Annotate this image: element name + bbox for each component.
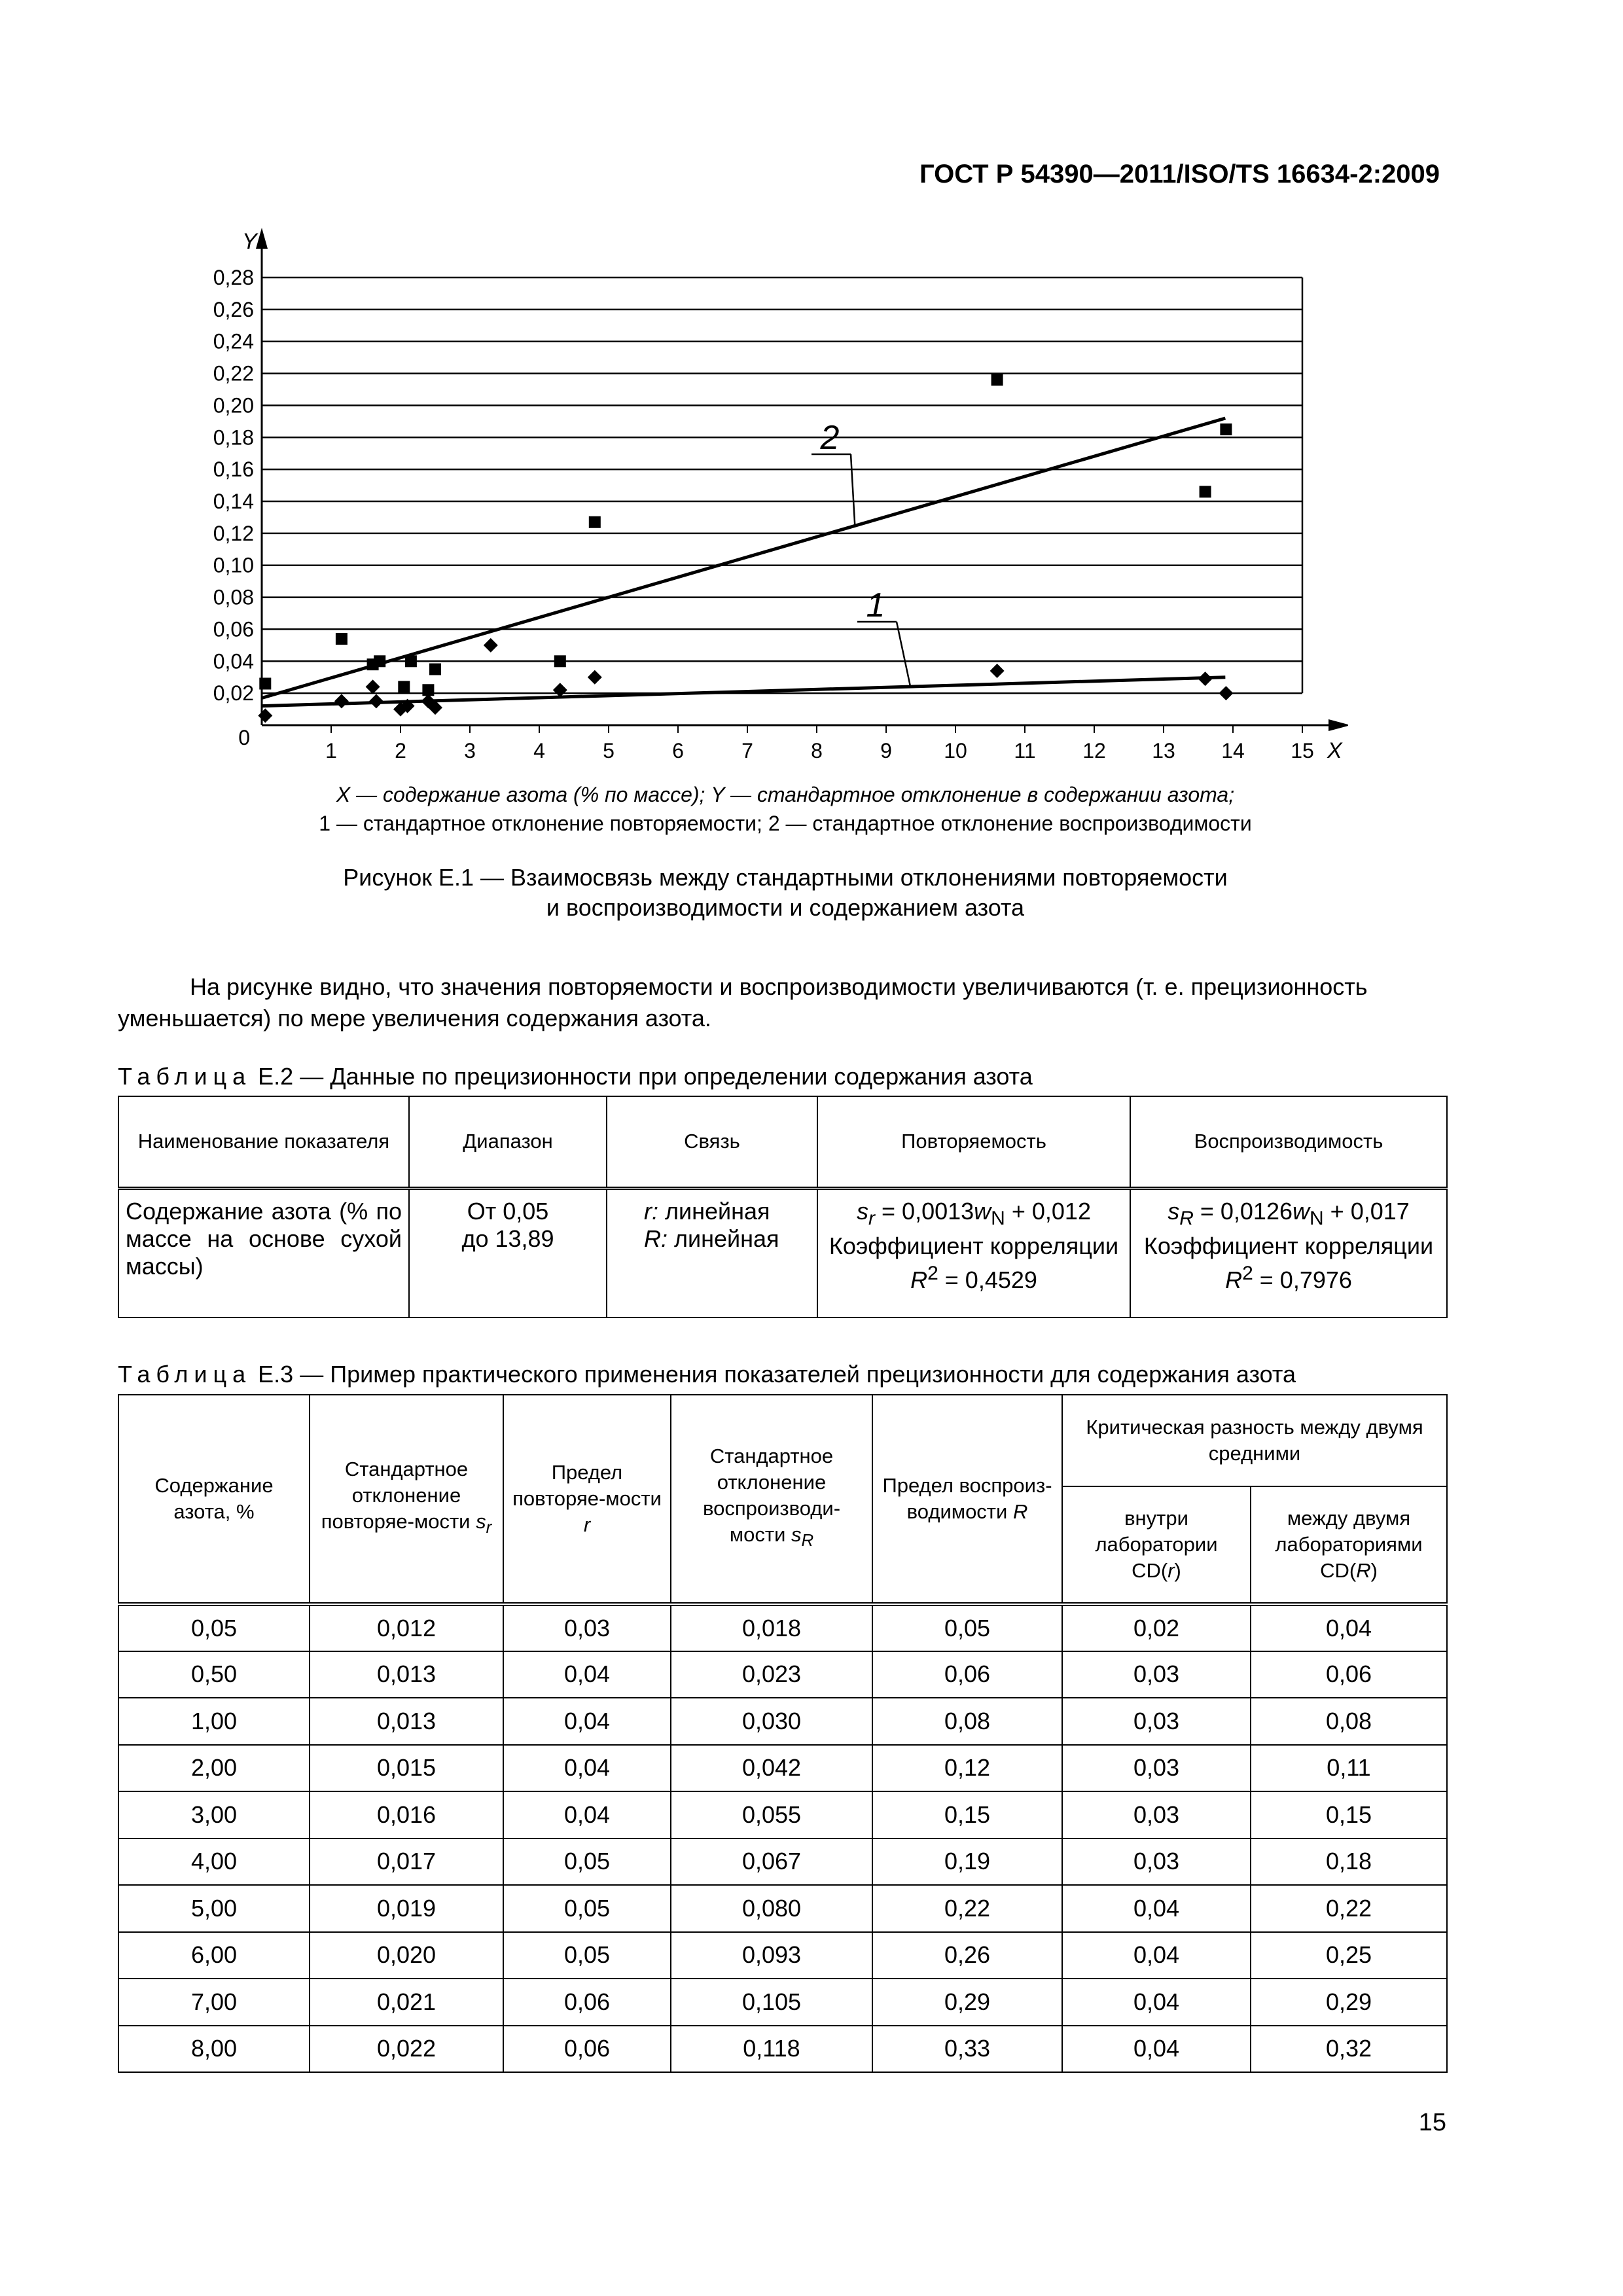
table-row — [118, 1885, 1447, 1932]
table-e2-header-repeatability: Повторяемость — [817, 1096, 1130, 1188]
table-row — [118, 1698, 1447, 1745]
table-cell: 0,03 — [503, 1604, 671, 1651]
figure-caption-line-2: и воспроизводимости и содержанием азота — [546, 894, 1025, 921]
table-cell: 0,15 — [872, 1791, 1062, 1839]
table-cell: 0,013 — [310, 1651, 503, 1698]
x-tick-label: 13 — [1152, 739, 1175, 759]
table-e2-title — [118, 1062, 1033, 1092]
table-cell: 0,05 — [503, 1885, 671, 1932]
table-cell: 0,05 — [503, 1839, 671, 1886]
data-point-series-1 — [553, 683, 567, 697]
table-cell: 0,04 — [503, 1651, 671, 1698]
y-axis-letter: Y — [242, 229, 257, 254]
x-tick-label: 15 — [1291, 739, 1314, 759]
table-e2-title-text: Е.2 — Данные по прецизионности при определении содержания азота — [251, 1063, 1033, 1090]
y-tick-label: 0,20 — [213, 393, 254, 418]
table-e3-header-sR: Стандартное отклонение воспроизводи-мости $s_R$ — [671, 1395, 872, 1604]
table-row — [118, 1932, 1447, 1979]
table-cell: 0,02 — [1062, 1604, 1251, 1651]
data-point-series-2 — [398, 681, 410, 692]
table-cell: 0,042 — [671, 1745, 872, 1792]
data-point-series-2 — [429, 664, 441, 675]
data-point-series-1 — [588, 670, 602, 685]
table-cell: 0,03 — [1062, 1745, 1251, 1792]
x-axis-arrow — [1329, 719, 1348, 731]
relation-r: r: линейная — [644, 1197, 770, 1225]
table-row — [118, 1604, 1447, 1651]
data-point-series-1 — [334, 694, 349, 708]
data-point-series-2 — [259, 677, 271, 689]
data-point-series-2 — [589, 516, 601, 528]
x-tick-label: 8 — [811, 739, 823, 759]
table-e2-cell-repeatability — [817, 1188, 1130, 1318]
table-cell: 0,15 — [1251, 1791, 1447, 1839]
table-cell: 0,016 — [310, 1791, 503, 1839]
table-e3-header-content: Содержание азота, % — [118, 1395, 310, 1604]
table-cell: 0,19 — [872, 1839, 1062, 1886]
x-tick-label: 7 — [741, 739, 753, 759]
callout-label-2: 2 — [820, 419, 840, 457]
table-e3-header-R: Предел воспроиз-водимости R — [872, 1395, 1062, 1604]
table-cell: 0,04 — [1062, 2026, 1251, 2073]
x-tick-label: 14 — [1221, 739, 1245, 759]
data-point-series-2 — [336, 633, 348, 645]
table-cell: 0,05 — [118, 1604, 310, 1651]
table-e3-header-cd-within: внутри лаборатории CD(r) — [1062, 1486, 1251, 1604]
table-cell: 0,06 — [503, 2026, 671, 2073]
table-e2-header-name: Наименование показателя — [118, 1096, 409, 1188]
table-cell: 0,03 — [1062, 1651, 1251, 1698]
x-axis-letter: X — [1327, 738, 1342, 759]
table-cell: 0,03 — [1062, 1791, 1251, 1839]
x-tick-label: 10 — [944, 739, 967, 759]
table-cell: 0,030 — [671, 1698, 872, 1745]
y-tick-label: 0,12 — [213, 521, 254, 545]
figure-legend — [118, 780, 1453, 838]
table-row — [118, 1791, 1447, 1839]
table-cell: 0,018 — [671, 1604, 872, 1651]
table-e2-header-reproducibility: Воспроизводимость — [1130, 1096, 1447, 1188]
figure-caption-line-1: Рисунок Е.1 — Взаимосвязь между стандартными отклонениями повторяемости — [343, 864, 1228, 891]
figure-legend-line-2: 1 — стандартное отклонение повторяемости; 2 — стандартное отклонение воспроизводимости — [319, 812, 1252, 835]
table-cell: 0,019 — [310, 1885, 503, 1932]
x-tick-label: 1 — [325, 739, 337, 759]
table-e2-cell-relation — [607, 1188, 817, 1318]
table-cell: 0,020 — [310, 1932, 503, 1979]
table-cell: 8,00 — [118, 2026, 310, 2073]
table-cell: 0,093 — [671, 1932, 872, 1979]
table-row — [118, 1745, 1447, 1792]
y-tick-label: 0,24 — [213, 329, 254, 353]
table-cell: 0,021 — [310, 1979, 503, 2026]
x-tick-label: 12 — [1082, 739, 1106, 759]
table-cell: 0,06 — [872, 1651, 1062, 1698]
table-row — [118, 1979, 1447, 2026]
document-header: ГОСТ Р 54390—2011/ISO/TS 16634-2:2009 — [919, 160, 1440, 188]
data-point-series-1 — [369, 694, 383, 708]
y-tick-label: 0,08 — [213, 585, 254, 609]
table-cell: 0,023 — [671, 1651, 872, 1698]
table-e2-title-prefix: Таблица — [118, 1063, 252, 1090]
table-cell: 0,080 — [671, 1885, 872, 1932]
data-point-series-2 — [991, 374, 1003, 386]
data-point-series-2 — [1220, 423, 1232, 435]
data-point-series-1 — [258, 708, 272, 723]
table-cell: 0,18 — [1251, 1839, 1447, 1886]
table-cell: 0,015 — [310, 1745, 503, 1792]
table-row — [118, 1651, 1447, 1698]
table-cell: 0,33 — [872, 2026, 1062, 2073]
x-tick-label: 4 — [533, 739, 545, 759]
table-cell: 0,05 — [872, 1604, 1062, 1651]
data-point-series-1 — [366, 679, 380, 694]
table-cell: 0,50 — [118, 1651, 310, 1698]
table-e2-header-relation: Связь — [607, 1096, 817, 1188]
data-point-series-2 — [422, 684, 434, 696]
figure-legend-line-1: X — содержание азота (% по массе); Y — стандартное отклонение в содержании азота; — [336, 783, 1235, 806]
table-cell: 0,04 — [503, 1791, 671, 1839]
table-cell: 4,00 — [118, 1839, 310, 1886]
callout-leader-2 — [851, 454, 855, 526]
table-row — [118, 1839, 1447, 1886]
table-e3-header-r: Предел повторяе-мости r — [503, 1395, 671, 1604]
callout-leader-1 — [897, 622, 910, 687]
figure-caption — [118, 863, 1453, 923]
table-cell: 0,32 — [1251, 2026, 1447, 2073]
x-tick-label: 11 — [1014, 739, 1036, 759]
table-e2-cell-name: Содержание азота (% по массе на основе сухой массы) — [118, 1188, 409, 1318]
y-tick-label: 0 — [238, 726, 250, 749]
x-tick-label: 2 — [395, 739, 406, 759]
y-tick-label: 0,06 — [213, 617, 254, 641]
table-e2-row — [118, 1188, 1447, 1318]
y-axis-arrow — [256, 228, 268, 249]
y-tick-label: 0,26 — [213, 297, 254, 321]
table-cell: 0,04 — [503, 1698, 671, 1745]
reproducibility-coefficient-label: Коэффициент корреляции — [1143, 1232, 1434, 1259]
table-cell: 0,22 — [1251, 1885, 1447, 1932]
table-cell: 1,00 — [118, 1698, 310, 1745]
table-cell: 0,08 — [872, 1698, 1062, 1745]
table-cell: 0,04 — [1062, 1885, 1251, 1932]
relation-R: R: линейная — [644, 1225, 779, 1252]
table-cell: 5,00 — [118, 1885, 310, 1932]
reproducibility-formula: $s_R = 0,0126w_N + 0,017$ — [1168, 1197, 1410, 1229]
table-cell: 0,04 — [1062, 1932, 1251, 1979]
table-cell: 0,04 — [1062, 1979, 1251, 2026]
table-cell: 0,05 — [503, 1932, 671, 1979]
y-tick-label: 0,22 — [213, 361, 254, 386]
callout-label-1: 1 — [866, 586, 885, 624]
x-tick-label: 6 — [672, 739, 684, 759]
table-e2-cell-reproducibility — [1130, 1188, 1447, 1318]
data-point-series-1 — [990, 664, 1005, 678]
repeatability-formula: $s_r = 0,0013w_N + 0,012$ — [857, 1197, 1091, 1229]
table-e3-header-sr: Стандартное отклонение повторяе-мости $s_r$ — [310, 1395, 503, 1604]
y-tick-label: 0,16 — [213, 457, 254, 482]
page-number: 15 — [1418, 2109, 1446, 2136]
table-cell: 0,04 — [1251, 1604, 1447, 1651]
body-paragraph: На рисунке видно, что значения повторяемости и воспроизводимости увеличиваются (т. е. прецизионность уменьшается) по мере увеличения содержания азота. — [118, 973, 1368, 1031]
reproducibility-r2: $R^2 = 0,7976$ — [1225, 1262, 1352, 1293]
y-tick-label: 0,10 — [213, 553, 254, 577]
data-point-series-1 — [1219, 686, 1233, 700]
table-cell: 0,06 — [1251, 1651, 1447, 1698]
y-tick-label: 0,18 — [213, 425, 254, 450]
table-cell: 0,067 — [671, 1839, 872, 1886]
table-cell: 6,00 — [118, 1932, 310, 1979]
table-cell: 0,04 — [503, 1745, 671, 1792]
data-point-series-1 — [1198, 672, 1213, 686]
table-e3 — [118, 1394, 1448, 2073]
table-e2-header-row — [118, 1096, 1447, 1188]
table-e2 — [118, 1096, 1448, 1318]
table-e2-cell-range — [409, 1188, 607, 1318]
repeatability-coefficient-label: Коэффициент корреляции — [829, 1232, 1119, 1259]
y-tick-label: 0,28 — [213, 266, 254, 289]
table-cell: 0,013 — [310, 1698, 503, 1745]
table-cell: 0,11 — [1251, 1745, 1447, 1792]
table-cell: 0,08 — [1251, 1698, 1447, 1745]
table-row — [118, 2026, 1447, 2073]
repeatability-r2: $R^2 = 0,4529$ — [910, 1262, 1037, 1293]
table-cell: 0,105 — [671, 1979, 872, 2026]
table-cell: 0,29 — [872, 1979, 1062, 2026]
range-line-1: От 0,05 — [467, 1197, 549, 1225]
table-e2-header-range: Диапазон — [409, 1096, 607, 1188]
data-point-series-2 — [374, 655, 385, 667]
table-cell: 0,017 — [310, 1839, 503, 1886]
table-cell: 0,118 — [671, 2026, 872, 2073]
x-tick-label: 3 — [464, 739, 476, 759]
x-tick-label: 5 — [603, 739, 615, 759]
table-e3-header-row-1 — [118, 1395, 1447, 1486]
table-cell: 0,03 — [1062, 1698, 1251, 1745]
table-cell: 0,055 — [671, 1791, 872, 1839]
x-tick-label: 9 — [880, 739, 892, 759]
table-cell: 0,06 — [503, 1979, 671, 2026]
table-cell: 0,26 — [872, 1932, 1062, 1979]
table-e3-title-prefix: Таблица — [118, 1361, 252, 1388]
table-cell: 0,012 — [310, 1604, 503, 1651]
table-cell: 0,03 — [1062, 1839, 1251, 1886]
y-tick-label: 0,02 — [213, 681, 254, 706]
table-cell: 0,29 — [1251, 1979, 1447, 2026]
table-e3-header-cd-between: между двумя лабораториями CD(R) — [1251, 1486, 1447, 1604]
table-cell: 7,00 — [118, 1979, 310, 2026]
data-point-series-2 — [1200, 486, 1211, 497]
data-point-series-1 — [484, 638, 498, 653]
table-cell: 3,00 — [118, 1791, 310, 1839]
table-cell: 0,22 — [872, 1885, 1062, 1932]
data-point-series-2 — [405, 655, 417, 667]
y-tick-label: 0,14 — [213, 490, 254, 513]
table-e3-header-cd-group: Критическая разность между двумя средними — [1062, 1395, 1447, 1486]
y-tick-label: 0,04 — [213, 649, 254, 673]
table-e3-title — [118, 1359, 1296, 1390]
figure-e1-chart — [170, 223, 1348, 759]
range-line-2: до 13,89 — [461, 1225, 554, 1252]
table-cell: 2,00 — [118, 1745, 310, 1792]
table-e3-title-text: Е.3 — Пример практического применения показателей прецизионности для содержания азота — [251, 1361, 1296, 1388]
table-cell: 0,25 — [1251, 1932, 1447, 1979]
table-cell: 0,022 — [310, 2026, 503, 2073]
data-point-series-2 — [554, 655, 566, 667]
table-cell: 0,12 — [872, 1745, 1062, 1792]
